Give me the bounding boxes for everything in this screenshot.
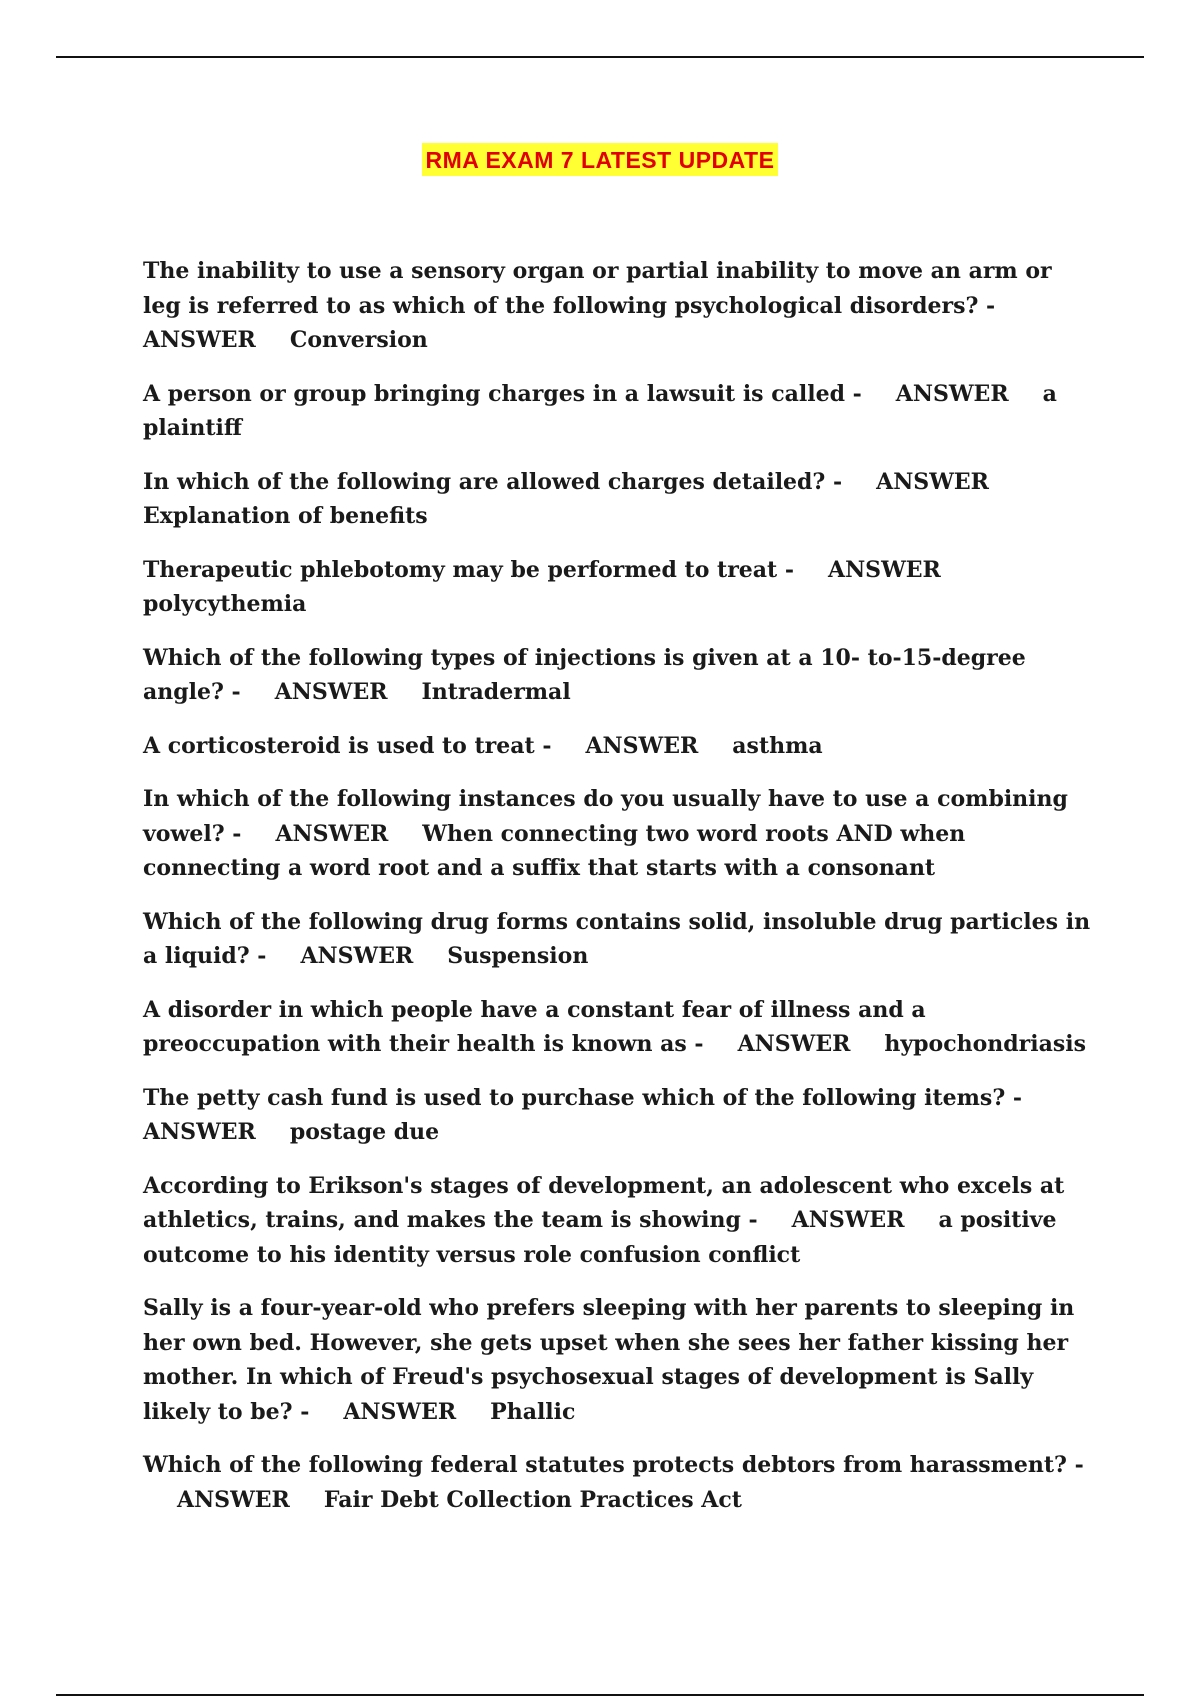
document-title: RMA EXAM 7 LATEST UPDATE <box>422 143 779 176</box>
question-text: A disorder in which people have a constant fear of illness and a preoccupation with their health is known as <box>143 996 926 1057</box>
answer-text: postage due <box>289 1119 440 1145</box>
qa-item: According to Erikson's stages of development, an adolescent who excels at athletics, trains, and makes the team is showing - ANSWER a positive outcome to his identity versus role confusion conflict <box>143 1172 1065 1268</box>
answer-label: ANSWER <box>143 1119 256 1145</box>
answer-text: Intradermal <box>421 679 571 705</box>
qa-list <box>143 254 1093 1536</box>
answer-text: a positive outcome to his identity versus role confusion conflict <box>143 1207 1057 1268</box>
question-text: A person or group bringing charges in a lawsuit is called <box>143 380 845 407</box>
question-text: The petty cash fund is used to purchase which of the following items? <box>143 1084 1006 1111</box>
question-text: The inability to use a sensory organ or partial inability to move an arm or leg is referred to as which of the following psychological disorders? <box>143 258 1052 319</box>
answer-label: ANSWER <box>828 556 941 583</box>
answer-label: ANSWER <box>791 1207 905 1233</box>
answer-text: asthma <box>732 732 823 759</box>
answer-text: Conversion <box>289 327 428 353</box>
qa-item: The inability to use a sensory organ or partial inability to move an arm or leg is referred to as which of the following psychological disorders? -ANSWER Conversion <box>143 258 1052 353</box>
question-text: In which of the following are allowed charges detailed? <box>143 468 826 495</box>
qa-item: A disorder in which people have a constant fear of illness and a preoccupation with their health is known as - ANSWER hypochondriasis <box>143 996 1086 1057</box>
answer-label: ANSWER <box>300 943 414 969</box>
qa-item: Therapeutic phlebotomy may be performed to treat - ANSWERpolycythemia <box>143 556 941 617</box>
answer-label: ANSWER <box>585 732 699 759</box>
qa-item: Which of the following types of injections is given at a 10- to-15-degree angle? - ANSWER Intradermal <box>143 644 1026 705</box>
answer-label: ANSWER <box>274 679 388 705</box>
answer-text: polycythemia <box>143 591 307 617</box>
answer-label: ANSWER <box>343 1398 457 1425</box>
question-text: In which of the following instances do you usually have to use a combining vowel? <box>143 786 1068 847</box>
qa-item: A corticosteroid is used to treat - ANSWER asthma <box>143 732 823 759</box>
qa-item: In which of the following are allowed charges detailed? - ANSWERExplanation of benefits <box>143 468 989 529</box>
answer-text: hypochondriasis <box>884 1031 1086 1057</box>
qa-item: A person or group bringing charges in a lawsuit is called - ANSWER a plaintiff <box>143 380 1057 441</box>
question-text: Which of the following drug forms contains solid, insoluble drug particles in a liquid? <box>143 908 1091 969</box>
bottom-rule <box>56 1694 1144 1696</box>
answer-label: ANSWER <box>275 820 389 847</box>
answer-label: ANSWER <box>177 1486 290 1513</box>
question-text: Which of the following federal statutes protects debtors from harassment? <box>143 1452 1067 1478</box>
answer-label: ANSWER <box>895 380 1009 407</box>
qa-item: The petty cash fund is used to purchase which of the following items? -ANSWER postage due <box>143 1084 1023 1145</box>
answer-text: Phallic <box>490 1398 576 1425</box>
answer-label: ANSWER <box>737 1031 851 1057</box>
answer-label: ANSWER <box>143 327 256 353</box>
question-text: Therapeutic phlebotomy may be performed to treat <box>143 556 778 583</box>
question-text: Sally is a four-year-old who prefers sleeping with her parents to sleeping in her own bed. However, she gets upset when she sees her father kissing her mother. In which of Freud's psychosexual stages of development is Sally likely to be? <box>143 1295 1075 1425</box>
answer-label: ANSWER <box>876 468 989 495</box>
answer-text: Suspension <box>447 943 589 969</box>
answer-text: When connecting two word roots AND when connecting a word root and a suffix that starts with a consonant <box>143 820 966 881</box>
answer-text: a plaintiff <box>143 380 1057 441</box>
answer-text: Explanation of benefits <box>143 503 428 529</box>
answer-text: Fair Debt Collection Practices Act <box>323 1486 742 1513</box>
top-rule <box>56 56 1144 58</box>
qa-item: Which of the following federal statutes protects debtors from harassment? -ANSWER Fair Debt Collection Practices Act <box>143 1452 1084 1513</box>
question-text: According to Erikson's stages of development, an adolescent who excels at athletics, trains, and makes the team is showing <box>143 1172 1065 1233</box>
qa-item: In which of the following instances do you usually have to use a combining vowel? - ANSWER When connecting two word roots AND when connecting a word root and a suffix that starts with a consonant <box>143 786 1068 881</box>
qa-item: Which of the following drug forms contains solid, insoluble drug particles in a liquid? - ANSWER Suspension <box>143 908 1091 969</box>
question-text: Which of the following types of injections is given at a 10- to-15-degree angle? <box>143 644 1026 705</box>
title-container <box>0 143 1200 176</box>
question-text: A corticosteroid is used to treat <box>143 732 535 759</box>
qa-item: Sally is a four-year-old who prefers sleeping with her parents to sleeping in her own bed. However, she gets upset when she sees her father kissing her mother. In which of Freud's psychosexual stages of development is Sally likely to be? - ANSWER Phallic <box>143 1295 1075 1425</box>
